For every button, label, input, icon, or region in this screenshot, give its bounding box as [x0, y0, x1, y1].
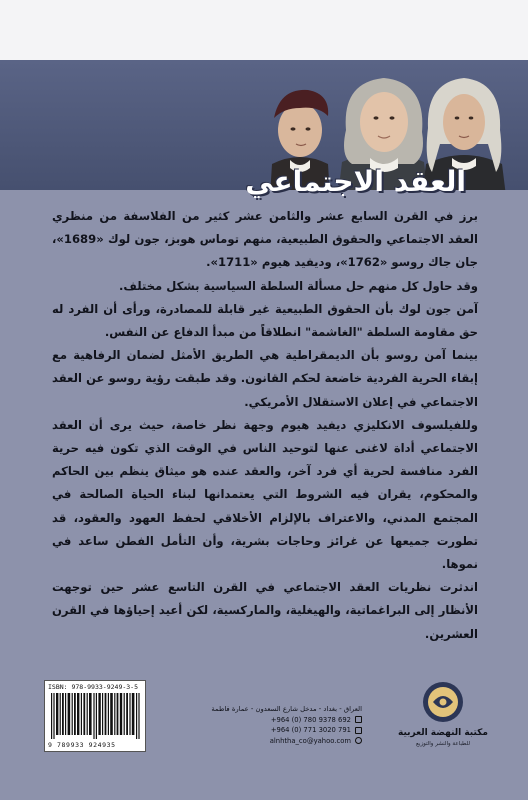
back-cover-description — [52, 205, 478, 646]
publisher-address: العراق - بغداد - مدخل شارع السعدون - عمارة فاطمة — [211, 705, 362, 713]
mobile-icon — [355, 727, 362, 734]
publisher-logo — [388, 678, 498, 754]
address-row — [196, 704, 362, 715]
publisher-phone-1: +964 (0) 780 9378 692 — [270, 715, 351, 724]
publisher-emblem-icon — [388, 678, 498, 728]
description-paragraph: برز في القرن السابع عشر والثامن عشر كثير من الفلاسفة من منظري العقد الاجتماعي والحقوق الطبيعية، منهم توماس هوبز، جون لوك «1689»، جان جاك روسو «1762»، وديفيد هيوم «1711». — [52, 209, 478, 270]
book-title: العقد الاجتماعي — [245, 165, 466, 198]
phone-icon — [355, 716, 362, 723]
email-row — [196, 736, 362, 747]
description-paragraph: آمن جون لوك بأن الحقوق الطبيعية غير قابلة للمصادرة، ورأى أن الفرد له حق مقاومة السلطة "الغاشمة" انطلاقاً من مبدأ الدفاع عن النفس. — [52, 301, 478, 340]
description-paragraph: اندثرت نظريات العقد الاجتماعي في القرن التاسع عشر حين توجهت الأنظار إلى البراغماتية، والهيغلية، والماركسية، لكن أعيد إحياؤها في القرن العشرين. — [52, 580, 478, 641]
email-icon — [355, 737, 362, 744]
phone-row — [196, 715, 362, 726]
phone-row — [196, 725, 362, 736]
isbn-number: ISBN: 978-9933-9249-3-5 — [48, 683, 139, 691]
publisher-name: مكتبة النهضة العربية — [398, 728, 488, 738]
description-paragraph: وللفيلسوف الانكليزي ديفيد هيوم وجهة نظر خاصة، حيث يرى أن العقد الاجتماعي أداة لاغنى عنها لتوحيد الناس في الوقت الذي تكون فيه حرية الفرد منافسة لحرية أي فرد آخر، والعقد عنده هو ميثاق ينظم بين الحاكم والمحكوم، يقران فيه الشروط التي يعتمدانها لبناء الحياة الصالحة في المجتمع المدني، والاعتراف بالإلزام الأخلاقي لحفظ العهود والعقود، قد تطورت جميعها عن غرائز وحاجات بشرية، وأن التأمل الفطن ساعد في نموها. — [52, 417, 478, 572]
description-paragraph: بينما آمن روسو بأن الديمقراطية هي الطريق الأمثل لضمان الرفاهية مع إبقاء الحرية الفردية خاضعة لحكم القانون. وقد طبقت رؤية روسو عن العقد الاجتماعي في إعلان الاستقلال الأمريكي. — [52, 348, 478, 409]
publisher-tagline: للطباعة والنشر والتوزيع — [415, 741, 470, 747]
back-cover-footer — [0, 668, 528, 800]
isbn-barcode — [44, 680, 146, 752]
top-white-strip — [0, 0, 528, 60]
publisher-contact-info — [196, 704, 362, 746]
publisher-phone-2: +964 (0) 771 3020 791 — [270, 726, 351, 734]
publisher-email: alnhtha_co@yahoo.com — [269, 736, 351, 745]
barcode-digits: 9 789933 924935 — [48, 741, 116, 749]
barcode-bars-icon — [51, 693, 141, 739]
description-paragraph: وقد حاول كل منهم حل مسألة السلطة السياسية بشكل مختلف. — [119, 278, 478, 293]
